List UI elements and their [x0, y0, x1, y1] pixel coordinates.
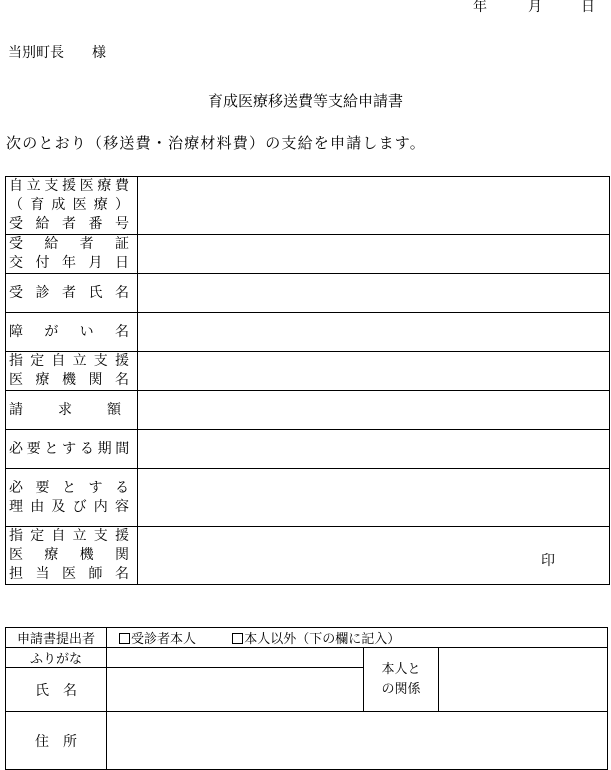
row-claim-amount — [6, 391, 610, 430]
address-label: 住 所 — [6, 712, 107, 770]
row-disability-name — [6, 313, 610, 352]
label-patient-name: 受診者氏名 — [6, 274, 138, 313]
name-field[interactable] — [107, 668, 364, 712]
address-field[interactable] — [107, 712, 608, 770]
field-certificate-date[interactable] — [138, 235, 610, 274]
field-reason[interactable] — [138, 469, 610, 527]
row-recipient-number — [6, 177, 610, 235]
row-institution-name — [6, 352, 610, 391]
applicant-label: 申請書提出者 — [6, 628, 107, 648]
field-recipient-number[interactable] — [138, 177, 610, 235]
field-institution-name[interactable] — [138, 352, 610, 391]
row-required-period — [6, 430, 610, 469]
field-patient-name[interactable] — [138, 274, 610, 313]
checkbox-icon — [119, 633, 130, 644]
label-disability-name: 障がい名 — [6, 313, 138, 352]
row-reason — [6, 469, 610, 527]
field-claim-amount[interactable] — [138, 391, 610, 430]
field-required-period[interactable] — [138, 430, 610, 469]
field-disability-name[interactable] — [138, 313, 610, 352]
row-certificate-date — [6, 235, 610, 274]
option-self-checkbox[interactable]: 受診者本人 — [119, 632, 196, 647]
option-other-checkbox[interactable]: 本人以外（下の欄に記入） — [232, 632, 400, 647]
row-doctor-name — [6, 527, 610, 585]
seal-mark: 印 — [541, 553, 555, 569]
furigana-field[interactable] — [107, 648, 364, 668]
label-required-period: 必要とする期間 — [6, 430, 138, 469]
relation-field[interactable] — [439, 648, 608, 712]
applicant-table — [5, 627, 608, 770]
label-recipient-number: 自立支援医療費 （育成医療） 受給者番号 — [6, 177, 138, 235]
name-label: 氏 名 — [6, 668, 107, 712]
row-patient-name — [6, 274, 610, 313]
addressee: 当別町長 様 — [8, 45, 106, 61]
date-day-label: 日 — [581, 0, 595, 15]
furigana-label: ふりがな — [6, 648, 107, 668]
form-title: 育成医療移送費等支給申請書 — [207, 92, 403, 110]
field-doctor-name[interactable] — [138, 527, 610, 585]
date-year-label: 年 — [473, 0, 487, 15]
date-month-label: 月 — [528, 0, 542, 15]
label-claim-amount: 請求額 — [6, 391, 138, 430]
label-certificate-date: 受給者証 交付年月日 — [6, 235, 138, 274]
applicant-options — [107, 628, 608, 648]
label-institution-name: 指定自立支援 医療機関名 — [6, 352, 138, 391]
checkbox-icon — [232, 633, 243, 644]
label-reason: 必要とする 理由及び内容 — [6, 469, 138, 527]
relation-label: 本人と の関係 — [364, 648, 439, 712]
intro-text: 次のとおり（移送費・治療材料費）の支給を申請します。 — [6, 134, 427, 152]
application-form-table — [5, 176, 610, 585]
label-doctor-name: 指定自立支援 医療機関 担当医師名 — [6, 527, 138, 585]
